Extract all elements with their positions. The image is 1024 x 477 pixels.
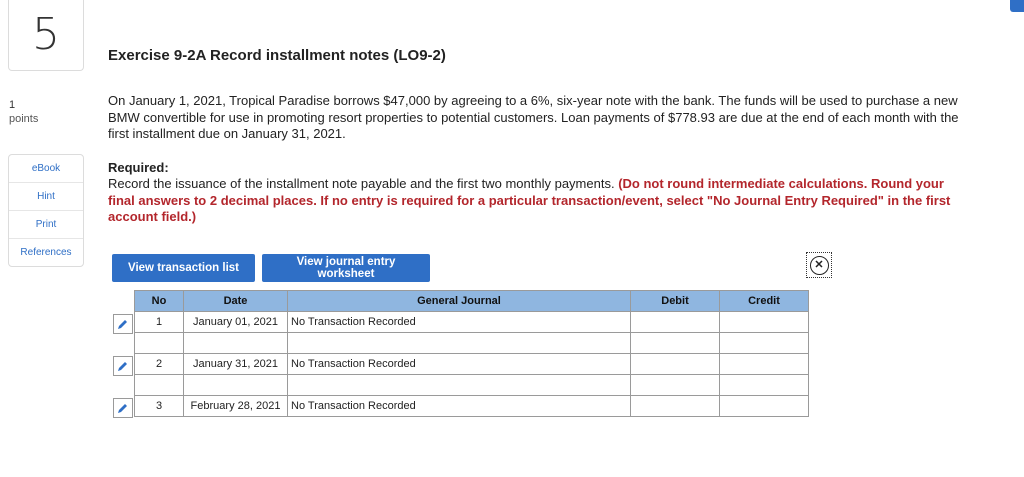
row-number: 1 xyxy=(135,312,184,333)
row-entry: No Transaction Recorded xyxy=(288,354,631,375)
table-row-spacer xyxy=(135,375,809,396)
header-general-journal: General Journal xyxy=(288,291,631,312)
row-entry: No Transaction Recorded xyxy=(288,396,631,417)
table-row xyxy=(135,396,809,417)
exercise-prompt: On January 1, 2021, Tropical Paradise borrows $47,000 by agreeing to a 6%, six-year note with the bank. The funds will be used to purchase a new BMW convertible for use in promoting resort properties to potential customers. Loan payments of $778.93 are due at the end of each month with the first installment due on January 31, 2021. xyxy=(108,93,959,141)
edit-entry-3-button[interactable] xyxy=(113,398,133,418)
corner-tab[interactable] xyxy=(1010,0,1024,12)
question-number-box xyxy=(8,0,84,71)
header-credit: Credit xyxy=(720,291,809,312)
header-date: Date xyxy=(184,291,288,312)
row-date: January 01, 2021 xyxy=(184,312,288,333)
row-debit xyxy=(631,312,720,333)
row-credit xyxy=(720,354,809,375)
view-journal-entry-worksheet-button[interactable]: View journal entry worksheet xyxy=(262,254,430,282)
view-transaction-list-button[interactable]: View transaction list xyxy=(112,254,255,282)
edit-entry-2-button[interactable] xyxy=(113,356,133,376)
row-number: 2 xyxy=(135,354,184,375)
required-text: Record the issuance of the installment note payable and the first two monthly payments. xyxy=(108,176,615,191)
pencil-icon xyxy=(117,318,129,330)
row-credit xyxy=(720,396,809,417)
row-debit xyxy=(631,396,720,417)
close-button[interactable] xyxy=(806,252,832,278)
header-debit: Debit xyxy=(631,291,720,312)
row-date: January 31, 2021 xyxy=(184,354,288,375)
exercise-title: Exercise 9-2A Record installment notes (LO9-2) xyxy=(108,47,446,64)
row-date: February 28, 2021 xyxy=(184,396,288,417)
row-number: 3 xyxy=(135,396,184,417)
table-row xyxy=(135,312,809,333)
pencil-icon xyxy=(117,402,129,414)
required-heading: Required: xyxy=(108,160,169,175)
question-number: 5 xyxy=(32,9,60,60)
required-text-block xyxy=(108,176,968,226)
close-circle-icon: ✕ xyxy=(810,256,829,275)
table-row xyxy=(135,354,809,375)
edit-entry-1-button[interactable] xyxy=(113,314,133,334)
pencil-icon xyxy=(117,360,129,372)
references-link[interactable]: References xyxy=(20,247,72,258)
ebook-link[interactable]: eBook xyxy=(9,155,83,183)
row-entry: No Transaction Recorded xyxy=(288,312,631,333)
side-links-panel xyxy=(8,154,84,267)
row-credit xyxy=(720,312,809,333)
points-value: 1 xyxy=(9,99,16,111)
journal-table xyxy=(134,290,809,417)
required-instruction: (Do not round intermediate calculations. Round your final answers to 2 decimal places. If no entry is required for a particular transaction/event, select "No Journal Entry Required" in the first account field.) xyxy=(108,176,951,224)
journal-header-row xyxy=(135,291,809,312)
row-debit xyxy=(631,354,720,375)
points-label: points xyxy=(9,113,39,125)
hint-link[interactable]: Hint xyxy=(9,183,83,211)
table-row-spacer xyxy=(135,333,809,354)
header-no: No xyxy=(135,291,184,312)
print-link[interactable]: Print xyxy=(9,211,83,239)
